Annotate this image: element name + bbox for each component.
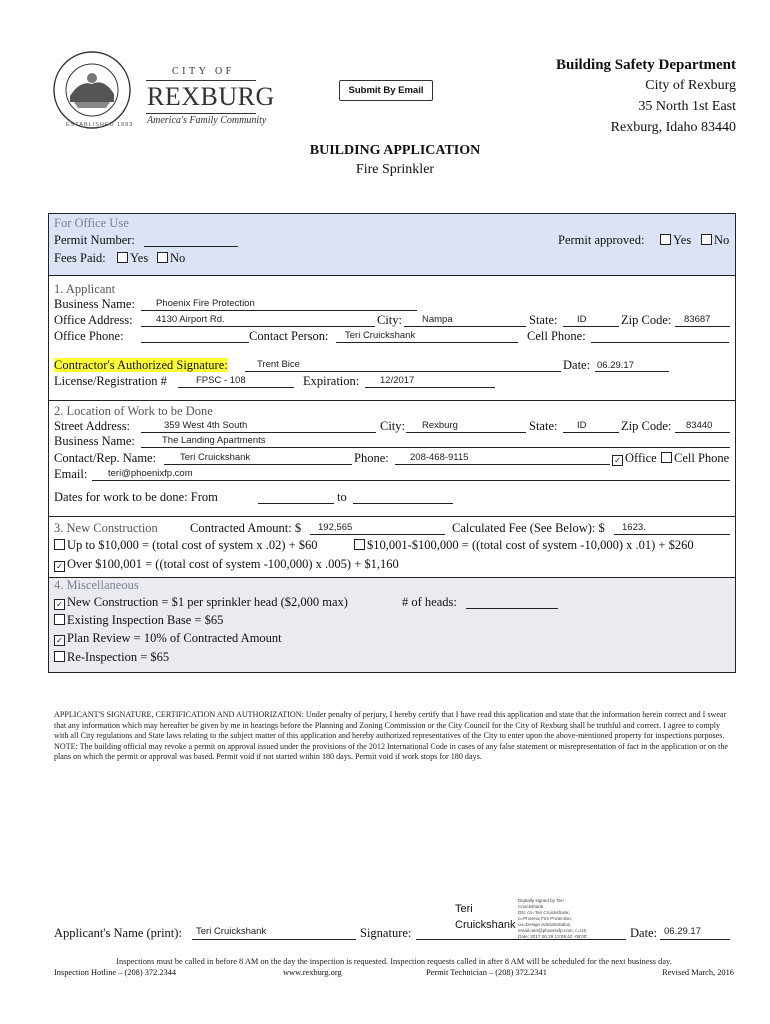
checked-checkbox-icon[interactable]: ✓ bbox=[54, 599, 65, 610]
revised-date: Revised March, 2016 bbox=[662, 968, 734, 977]
digital-sig-line: Cruickshank bbox=[518, 904, 544, 909]
applicant-city-value: Nampa bbox=[422, 314, 453, 325]
dept-city-state-zip: Rexburg, Idaho 83440 bbox=[610, 120, 736, 135]
dates-to-field[interactable] bbox=[353, 503, 453, 504]
office-address-field[interactable] bbox=[141, 326, 375, 327]
signature-date-field[interactable] bbox=[595, 371, 669, 372]
digital-sig-line: Digitally signed by Teri bbox=[518, 898, 564, 903]
permit-approved-yes[interactable] bbox=[660, 233, 691, 248]
street-address-value: 359 West 4th South bbox=[164, 420, 248, 431]
misc-existing-inspection[interactable] bbox=[54, 613, 223, 628]
license-value: FPSC - 108 bbox=[196, 375, 246, 386]
fee-option-over-100001[interactable] bbox=[54, 557, 399, 572]
seal-est: ESTABLISHED 1883 bbox=[66, 122, 134, 128]
fee-option-label: Over $100,001 = ((total cost of system -100,000) x .005) + $1,160 bbox=[67, 557, 399, 571]
applicant-name-value: Teri Cruickshank bbox=[196, 926, 267, 937]
contact-person-value: Teri Cruickshank bbox=[345, 330, 416, 341]
location-state-field[interactable] bbox=[563, 432, 619, 433]
fee-option-label: Up to $10,000 = (total cost of system x .02) + $60 bbox=[67, 538, 318, 552]
inspection-notice: Inspections must be called in before 8 AM on the day the inspection is requested. Inspection requests called in after 8 AM will be scheduled for the next business day. bbox=[116, 957, 672, 966]
fees-paid-yes[interactable] bbox=[117, 251, 148, 266]
office-address-label: Office Address: bbox=[54, 313, 133, 327]
applicant-zip-value: 83687 bbox=[684, 314, 711, 325]
location-business-field[interactable] bbox=[141, 447, 730, 448]
checkbox-icon[interactable] bbox=[54, 651, 65, 662]
calculated-fee-field[interactable] bbox=[614, 534, 730, 535]
location-city-label: City: bbox=[380, 419, 406, 433]
expiration-label: Expiration: bbox=[303, 374, 360, 388]
fee-option-10001-100000[interactable] bbox=[354, 538, 694, 553]
certification-text: APPLICANT'S SIGNATURE, CERTIFICATION AND AUTHORIZATION: Under penalty of perjury, I hereby certify that I have read this application and state that the information herein correct and I swear that any information which may hereafter be given by me in hearings before the Planning and Zoning Commission or the City Council for the City of Rexburg shall be truthful and correct. I agree to comply with all City regulations and State laws relating to the subject matter of this application and hereby authorized representatives of the City to enter upon the above-mentioned property for inspections purposes. NOTE: The building official may revoke a permit on approval issued under the provisions of the 2012 International Code in cases of any false statement or misrepresentation of fact in the application or on the plans on which the permit or approval was based. Permit void if not started within 180 days. Permit void if work stops for 180 days. bbox=[54, 710, 728, 762]
misc-option-label: Existing Inspection Base = $65 bbox=[67, 613, 224, 627]
digital-signature-details bbox=[518, 898, 598, 940]
website-link[interactable]: www.rexburg.org bbox=[283, 968, 342, 977]
office-use-title: For Office Use bbox=[54, 216, 129, 230]
permit-number-field[interactable] bbox=[144, 246, 238, 247]
city-seal bbox=[52, 50, 132, 130]
checkbox-icon[interactable] bbox=[117, 252, 128, 263]
digital-sig-line: email=teri@phoenixfp.com, c=US bbox=[518, 928, 587, 933]
business-name-label: Business Name: bbox=[54, 297, 135, 311]
calculated-fee-value: 1623. bbox=[622, 522, 646, 533]
expiration-field[interactable] bbox=[365, 387, 495, 388]
fees-paid-label: Fees Paid: bbox=[54, 251, 106, 265]
digital-sig-line: Date: 2017.06.29 13:09:42 -06'00' bbox=[518, 934, 588, 939]
business-name-value: Phoenix Fire Protection bbox=[156, 298, 255, 309]
email-label: Email: bbox=[54, 467, 88, 481]
fee-option-label: $10,001-$100,000 = ((total cost of system -10,000) x .01) + $260 bbox=[367, 538, 694, 552]
dates-from-field[interactable] bbox=[258, 503, 334, 504]
license-field[interactable] bbox=[178, 387, 294, 388]
office-option-label: Office bbox=[625, 451, 657, 465]
contractor-signature-field[interactable] bbox=[245, 371, 561, 372]
applicant-title: 1. Applicant bbox=[54, 282, 116, 296]
location-business-label: Business Name: bbox=[54, 434, 135, 448]
checkbox-icon[interactable] bbox=[157, 252, 168, 263]
contractor-signature-label bbox=[54, 358, 228, 373]
location-business-value: The Landing Apartments bbox=[162, 435, 266, 446]
no-label: No bbox=[714, 233, 730, 247]
checkbox-icon[interactable] bbox=[660, 234, 671, 245]
checkbox-icon[interactable] bbox=[54, 539, 65, 550]
cell-phone-field[interactable] bbox=[591, 342, 729, 343]
contracted-amount-value: 192,565 bbox=[318, 522, 353, 533]
cell-phone-label: Cell Phone: bbox=[527, 329, 586, 343]
digital-sig-line: DN: cn=Teri Cruickshank, bbox=[518, 910, 570, 915]
checkbox-icon[interactable] bbox=[661, 452, 672, 463]
logo-rule-top bbox=[146, 80, 256, 81]
checkbox-icon[interactable] bbox=[701, 234, 712, 245]
email-value: teri@phoenixfp.com bbox=[108, 468, 193, 479]
dates-from-label: Dates for work to be done: From bbox=[54, 490, 218, 504]
contact-rep-field[interactable] bbox=[164, 464, 352, 465]
checkbox-icon[interactable] bbox=[354, 539, 365, 550]
contact-rep-label: Contact/Rep. Name: bbox=[54, 451, 157, 465]
applicant-state-label: State: bbox=[529, 313, 558, 327]
checked-checkbox-icon[interactable]: ✓ bbox=[54, 561, 65, 572]
misc-option-label: Plan Review = 10% of Contracted Amount bbox=[67, 631, 282, 645]
digital-sig-line: ou=Design Administration, bbox=[518, 922, 572, 927]
street-address-field[interactable] bbox=[141, 432, 376, 433]
miscellaneous-title: 4. Miscellaneous bbox=[54, 578, 139, 592]
section-divider bbox=[48, 400, 736, 401]
department-name: Building Safety Department bbox=[556, 57, 736, 73]
heads-field[interactable] bbox=[466, 608, 558, 609]
office-phone-field[interactable] bbox=[141, 342, 249, 343]
checkbox-icon[interactable] bbox=[54, 614, 65, 625]
cell-phone-option[interactable] bbox=[661, 451, 729, 466]
contractor-signature-value: Trent Bice bbox=[257, 359, 300, 370]
digital-signature-last: Cruickshank bbox=[455, 919, 516, 931]
misc-option-label: New Construction = $1 per sprinkler head ($2,000 max) bbox=[67, 595, 348, 609]
contracted-amount-label: Contracted Amount: $ bbox=[190, 521, 302, 535]
business-name-field[interactable] bbox=[141, 310, 417, 311]
location-zip-value: 83440 bbox=[686, 420, 713, 431]
calculated-fee-label: Calculated Fee (See Below): $ bbox=[452, 521, 605, 535]
office-phone-label: Office Phone: bbox=[54, 329, 124, 343]
misc-option-label: Re-Inspection = $65 bbox=[67, 650, 170, 664]
applicant-date-value: 06.29.17 bbox=[664, 926, 701, 937]
city-name: REXBURG bbox=[147, 82, 275, 111]
location-state-value: ID bbox=[577, 420, 587, 431]
applicant-city-field[interactable] bbox=[404, 326, 526, 327]
dates-to-label: to bbox=[337, 490, 347, 504]
location-city-value: Rexburg bbox=[422, 420, 458, 431]
location-zip-label: Zip Code: bbox=[621, 419, 672, 433]
form-subtitle: Fire Sprinkler bbox=[355, 162, 435, 177]
permit-approved-no[interactable] bbox=[701, 233, 729, 248]
misc-plan-review[interactable] bbox=[54, 631, 282, 646]
email-field[interactable] bbox=[92, 480, 730, 481]
no-label: No bbox=[170, 251, 186, 265]
yes-label: Yes bbox=[673, 233, 692, 247]
logo-rule-bottom bbox=[146, 113, 256, 114]
inspection-hotline: Inspection Hotline – (208) 372.2344 bbox=[54, 968, 177, 977]
contact-person-label: Contact Person: bbox=[249, 329, 329, 343]
cell-option-label: Cell Phone bbox=[674, 451, 730, 465]
digital-signature-first: Teri bbox=[455, 903, 473, 915]
applicant-name-label: Applicant's Name (print): bbox=[54, 926, 182, 940]
applicant-city-label: City: bbox=[377, 313, 403, 327]
location-state-label: State: bbox=[529, 419, 558, 433]
applicant-date-label: Date: bbox=[630, 926, 658, 940]
signature-label: Signature: bbox=[360, 926, 412, 940]
location-phone-field[interactable] bbox=[395, 464, 610, 465]
city-of-label: CITY OF bbox=[172, 66, 235, 77]
expiration-value: 12/2017 bbox=[380, 375, 415, 386]
applicant-state-value: ID bbox=[577, 314, 587, 325]
location-zip-field[interactable] bbox=[675, 432, 730, 433]
office-address-value: 4130 Airport Rd. bbox=[156, 314, 225, 325]
permit-technician: Permit Technician – (208) 372.2341 bbox=[426, 968, 547, 977]
location-title: 2. Location of Work to be Done bbox=[54, 404, 213, 418]
permit-number-label: Permit Number: bbox=[54, 233, 135, 247]
location-phone-label: Phone: bbox=[354, 451, 389, 465]
applicant-name-field[interactable] bbox=[192, 939, 356, 940]
fee-option-under-10000[interactable] bbox=[54, 538, 318, 553]
applicant-zip-label: Zip Code: bbox=[621, 313, 672, 327]
applicant-zip-field[interactable] bbox=[675, 326, 730, 327]
yes-label: Yes bbox=[130, 251, 149, 265]
dept-street: 35 North 1st East bbox=[638, 99, 736, 114]
signature-label-text: Contractor's Authorized Signature: bbox=[54, 358, 228, 372]
new-construction-title: 3. New Construction bbox=[54, 521, 158, 535]
signature-date-value: 06.29.17 bbox=[597, 360, 634, 371]
fees-paid-no[interactable] bbox=[157, 251, 185, 266]
contact-rep-value: Teri Cruickshank bbox=[180, 452, 251, 463]
location-phone-value: 208-468-9115 bbox=[410, 452, 469, 463]
license-label: License/Registration # bbox=[54, 374, 167, 388]
submit-by-email-button[interactable]: Submit By Email bbox=[339, 80, 433, 101]
digital-sig-line: o=Phoenix Fire Protection, bbox=[518, 916, 573, 921]
section-divider bbox=[48, 516, 736, 517]
permit-approved-label: Permit approved: bbox=[558, 233, 645, 247]
checked-checkbox-icon[interactable]: ✓ bbox=[54, 635, 65, 646]
applicant-date-field[interactable] bbox=[660, 939, 730, 940]
checked-checkbox-icon[interactable]: ✓ bbox=[612, 455, 623, 466]
heads-label: # of heads: bbox=[402, 595, 457, 609]
misc-new-construction[interactable] bbox=[54, 595, 348, 610]
misc-re-inspection[interactable] bbox=[54, 650, 169, 665]
signature-date-label: Date: bbox=[563, 358, 591, 372]
dept-city: City of Rexburg bbox=[645, 78, 736, 93]
contact-person-field[interactable] bbox=[336, 342, 518, 343]
location-city-field[interactable] bbox=[406, 432, 526, 433]
applicant-state-field[interactable] bbox=[563, 326, 619, 327]
contracted-amount-field[interactable] bbox=[310, 534, 445, 535]
tagline: America's Family Community bbox=[147, 115, 267, 126]
street-address-label: Street Address: bbox=[54, 419, 131, 433]
office-phone-option[interactable] bbox=[612, 451, 657, 466]
form-title: BUILDING APPLICATION bbox=[309, 143, 481, 158]
